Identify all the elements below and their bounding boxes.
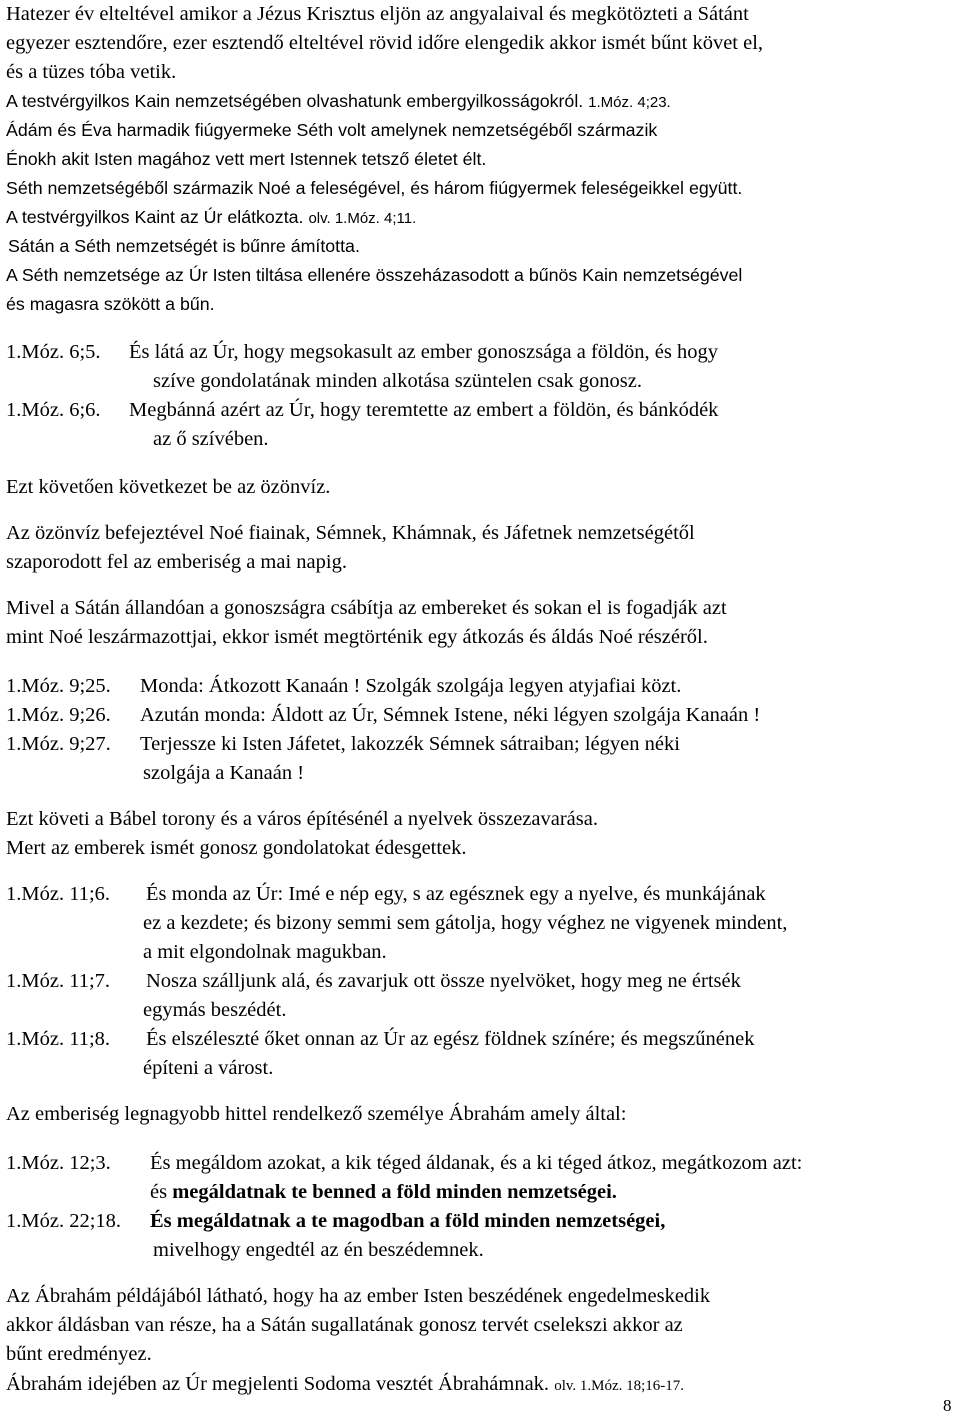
verse-text: mivelhogy engedtél az én beszédemnek. [153, 1239, 484, 1261]
verse-text: Nosza szálljunk alá, és zavarjuk ott össze nyelvöket, hogy meg ne értsék [146, 970, 741, 992]
verse-text: építeni a várost. [143, 1057, 274, 1079]
verse-reference: 1.Móz. 6;5. [6, 341, 101, 363]
text-line [6, 87, 671, 117]
text-line: Az emberiség legnagyobb hittel rendelkező személye Ábrahám amely által: [6, 1103, 627, 1125]
line-text: A testvérgyilkos Kain nemzetségében olvashatunk embergyilkosságokról. [6, 91, 584, 111]
bible-reference: 1.Móz. 4;23. [588, 94, 671, 111]
text-line: bűnt eredményez. [6, 1343, 152, 1365]
text-line: Mivel a Sátán állandóan a gonoszságra csábítja az embereket és sokan el is fogadják azt [6, 597, 727, 619]
verse-text: És megáldom azokat, a kik téged áldanak, és a ki téged átkoz, megátkozom azt: [150, 1152, 803, 1174]
text-line: Séth nemzetségéből származik Noé a feleségével, és három fiúgyermek feleségeikkel együtt. [6, 178, 743, 198]
verse-text: És monda az Úr: Imé e nép egy, s az egésznek egy a nyelve, és munkájának [146, 883, 766, 905]
verse-reference: 1.Móz. 11;7. [6, 970, 111, 992]
line-text: Ábrahám idejében az Úr megjelenti Sodoma vesztét Ábrahámnak. [6, 1373, 550, 1395]
verse-text: a mit elgondolnak magukban. [143, 941, 387, 963]
verse-reference: 1.Móz. 9;26. [6, 704, 111, 726]
verse-text [150, 1178, 617, 1207]
page-number: 8 [943, 1396, 952, 1415]
verse-reference: 1.Móz. 9;25. [6, 675, 111, 697]
text-line: Hatezer év elteltével amikor a Jézus Krisztus eljön az angyalaival és megkötözteti a Sátánt [6, 3, 749, 25]
verse-text: az ő szívében. [153, 428, 269, 450]
text-line: Ezt követi a Bábel torony és a város építésénél a nyelvek összezavarása. [6, 808, 598, 830]
text-line: egyezer esztendőre, ezer esztendő elteltével rövid időre elengedik akkor ismét bűnt követ el, [6, 32, 764, 54]
text-line [6, 203, 416, 233]
emphasized-text: És megáldatnak a te magodban a föld minden nemzetségei, [150, 1210, 666, 1232]
text-line: A Séth nemzetsége az Úr Isten tiltása ellenére összeházasodott a bűnös Kain nemzetségével [6, 265, 743, 285]
bible-reference: olv. 1.Móz. 4;11. [308, 210, 417, 227]
verse-reference: 1.Móz. 22;18. [6, 1210, 122, 1232]
verse-text: szolgája a Kanaán ! [143, 762, 305, 784]
verse-text: Terjessze ki Isten Jáfetet, lakozzék Sémnek sátraiban; légyen néki [140, 733, 680, 755]
verse-text: Monda: Átkozott Kanaán ! Szolgák szolgája legyen atyjafiai közt. [140, 675, 682, 697]
verse-reference: 1.Móz. 6;6. [6, 399, 101, 421]
verse-text: egymás beszédét. [143, 999, 287, 1021]
text-line: szaporodott fel az emberiség a mai napig. [6, 551, 347, 573]
text-line [6, 1370, 684, 1401]
verse-text: És látá az Úr, hogy megsokasult az ember gonoszsága a földön, és hogy [129, 341, 718, 363]
verse-text: Azután monda: Áldott az Úr, Sémnek Istene, néki légyen szolgája Kanaán ! [140, 704, 761, 726]
text-line: Ezt követően következet be az özönvíz. [6, 476, 331, 498]
emphasized-text: megáldatnak te benned a föld minden nemzetségei. [172, 1181, 617, 1203]
bible-reference: olv. 1.Móz. 18;16-17. [554, 1378, 685, 1394]
verse-text: És elszéleszté őket onnan az Úr az egész földnek színére; és megszűnének [146, 1028, 755, 1050]
text-line: Az özönvíz befejeztével Noé fiainak, Sémnek, Khámnak, és Jáfetnek nemzetségétől [6, 522, 695, 544]
text-line: és a tüzes tóba vetik. [6, 61, 177, 83]
text-line: Ádám és Éva harmadik fiúgyermeke Séth volt amelynek nemzetségéből származik [6, 120, 658, 140]
text-line: akkor áldásban van része, ha a Sátán sugallatának gonosz tervét cselekszi akkor az [6, 1314, 683, 1336]
verse-reference: 1.Móz. 12;3. [6, 1152, 111, 1174]
text-line: Az Ábrahám példájából látható, hogy ha az ember Isten beszédének engedelmeskedik [6, 1285, 711, 1307]
verse-text: szíve gondolatának minden alkotása szüntelen csak gonosz. [153, 370, 643, 392]
verse-reference: 1.Móz. 11;6. [6, 883, 111, 905]
verse-reference: 1.Móz. 11;8. [6, 1028, 111, 1050]
verse-text: ez a kezdete; és bizony semmi sem gátolja, hogy véghez ne vigyenek mindent, [143, 912, 788, 934]
verse-reference: 1.Móz. 9;27. [6, 733, 111, 755]
text-line: mint Noé leszármazottjai, ekkor ismét megtörténik egy átkozás és áldás Noé részéről. [6, 626, 708, 648]
text-line: és magasra szökött a bűn. [6, 294, 215, 314]
verse-text: Megbánná azért az Úr, hogy teremtette az embert a földön, és bánkódék [129, 399, 719, 421]
line-text: A testvérgyilkos Kaint az Úr elátkozta. [6, 207, 304, 227]
text-line: Sátán a Séth nemzetségét is bűnre ámította. [8, 236, 360, 256]
line-text: és [150, 1181, 173, 1203]
text-line: Mert az emberek ismét gonosz gondolatokat édesgettek. [6, 837, 467, 859]
text-line: Énokh akit Isten magához vett mert Istennek tetsző életet élt. [6, 149, 487, 169]
